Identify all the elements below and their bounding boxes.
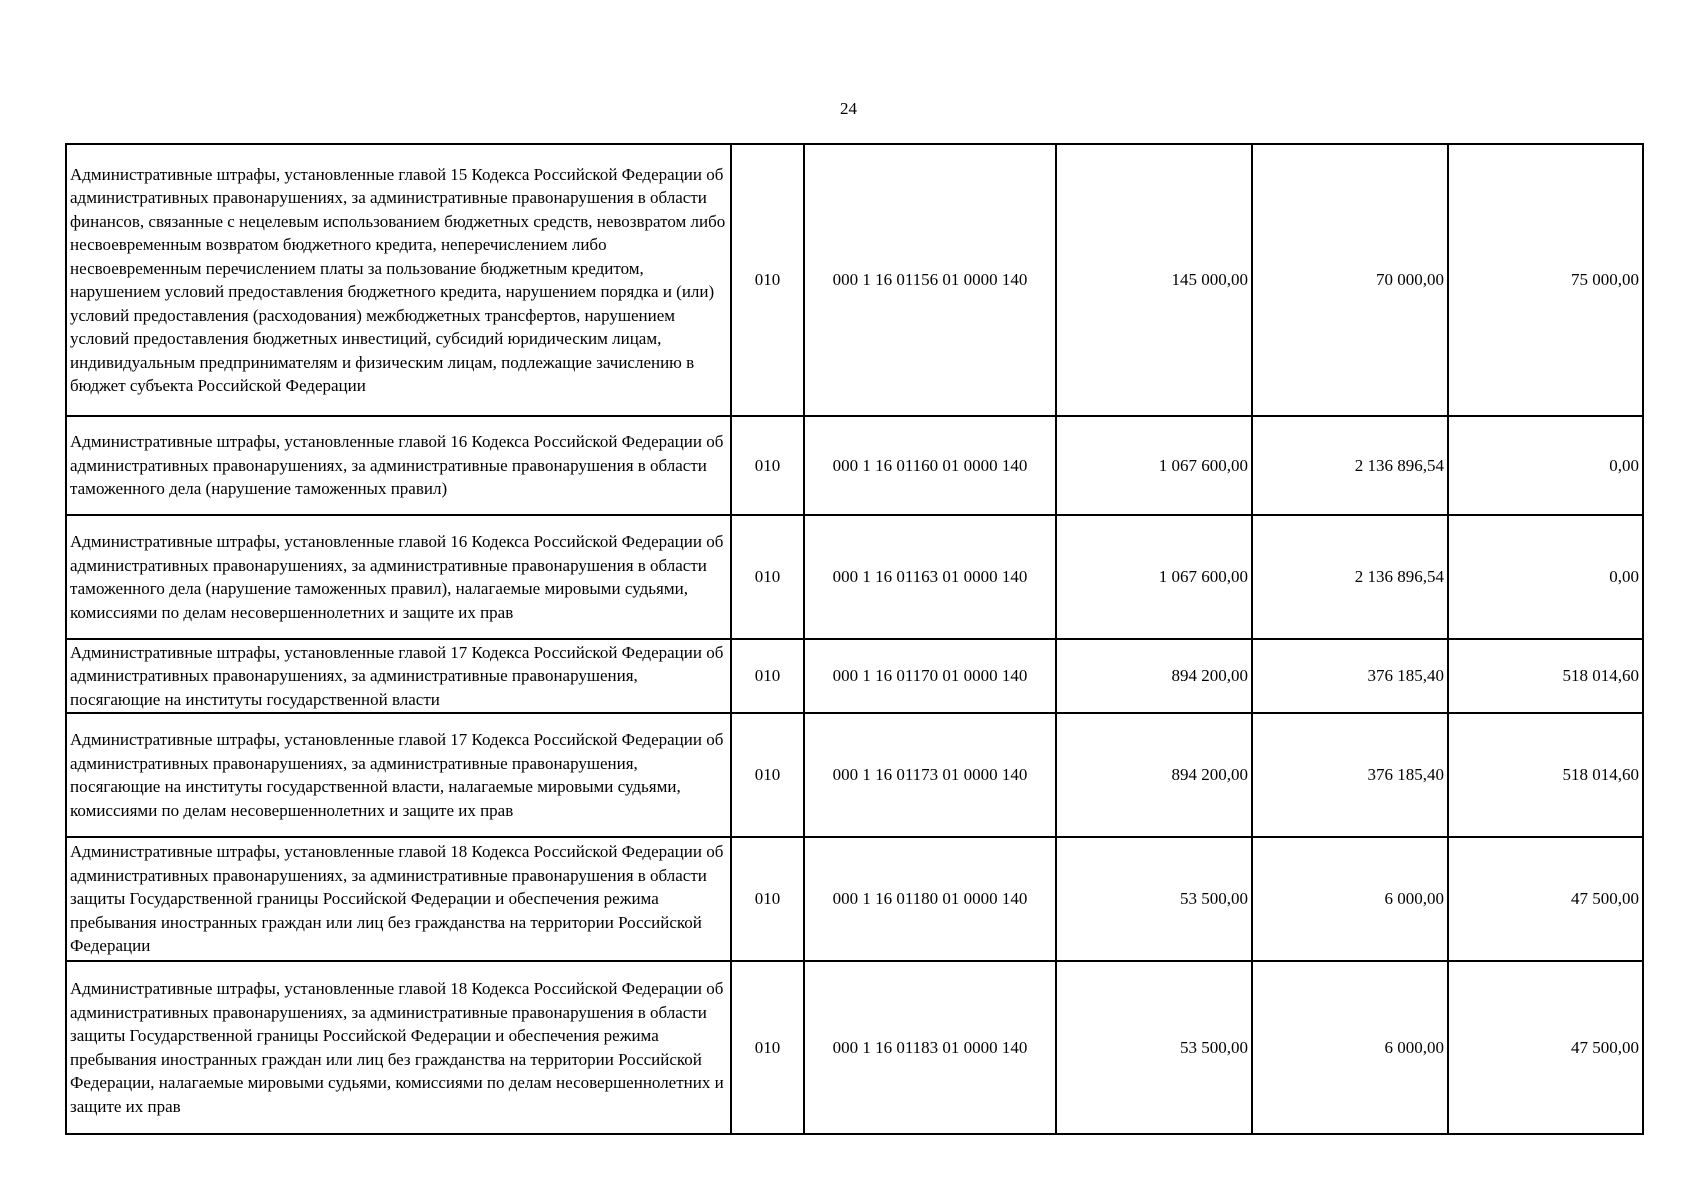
revenue-name-cell: Административные штрафы, установленные главой 15 Кодекса Российской Федерации об административных правонарушениях, за административные правонарушения в области финансов, связанные с нецелевым использованием бюджетных средств, невозвратом либо несвоевременным возвратом бюджетного кредита, неперечислением либо несвоевременным перечислением платы за пользование бюджетным кредитом, нарушением условий предоставления бюджетного кредита, нарушением порядка и (или) условий предоставления (расходования) межбюджетных трансфертов, нарушением условий предоставления бюджетных инвестиций, субсидий юридическим лицам, индивидуальным предпринимателям и физическим лицам, подлежащие зачислению в бюджет субъекта Российской Федерации xyxy=(66,144,731,416)
admin-code-cell: 010 xyxy=(731,416,804,515)
plan-amount-cell: 1 067 600,00 xyxy=(1056,416,1252,515)
admin-code-cell: 010 xyxy=(731,961,804,1134)
budget-code-cell: 000 1 16 01180 01 0000 140 xyxy=(804,837,1056,961)
remainder-amount-cell: 0,00 xyxy=(1448,515,1643,639)
budget-code-cell: 000 1 16 01163 01 0000 140 xyxy=(804,515,1056,639)
executed-amount-cell: 2 136 896,54 xyxy=(1252,515,1448,639)
budget-code-cell: 000 1 16 01160 01 0000 140 xyxy=(804,416,1056,515)
plan-amount-cell: 53 500,00 xyxy=(1056,837,1252,961)
admin-code-cell: 010 xyxy=(731,639,804,713)
executed-amount-cell: 6 000,00 xyxy=(1252,837,1448,961)
budget-code-cell: 000 1 16 01183 01 0000 140 xyxy=(804,961,1056,1134)
table-row xyxy=(66,961,1643,1134)
table-row xyxy=(66,713,1643,837)
plan-amount-cell: 894 200,00 xyxy=(1056,713,1252,837)
revenue-name-cell: Административные штрафы, установленные главой 17 Кодекса Российской Федерации об административных правонарушениях, за административные правонарушения, посягающие на институты государственной власти xyxy=(66,639,731,713)
plan-amount-cell: 894 200,00 xyxy=(1056,639,1252,713)
budget-code-cell: 000 1 16 01156 01 0000 140 xyxy=(804,144,1056,416)
table-row xyxy=(66,639,1643,713)
admin-code-cell: 010 xyxy=(731,837,804,961)
executed-amount-cell: 2 136 896,54 xyxy=(1252,416,1448,515)
executed-amount-cell: 6 000,00 xyxy=(1252,961,1448,1134)
remainder-amount-cell: 75 000,00 xyxy=(1448,144,1643,416)
remainder-amount-cell: 0,00 xyxy=(1448,416,1643,515)
table-row xyxy=(66,515,1643,639)
remainder-amount-cell: 518 014,60 xyxy=(1448,713,1643,837)
budget-code-cell: 000 1 16 01173 01 0000 140 xyxy=(804,713,1056,837)
table-row xyxy=(66,144,1643,416)
remainder-amount-cell: 47 500,00 xyxy=(1448,837,1643,961)
revenue-name-cell: Административные штрафы, установленные главой 18 Кодекса Российской Федерации об административных правонарушениях, за административные правонарушения в области защиты Государственной границы Российской Федерации и обеспечения режима пребывания иностранных граждан или лиц без гражданства на территории Российской Федерации, налагаемые мировыми судьями, комиссиями по делам несовершеннолетних и защите их прав xyxy=(66,961,731,1134)
executed-amount-cell: 70 000,00 xyxy=(1252,144,1448,416)
remainder-amount-cell: 47 500,00 xyxy=(1448,961,1643,1134)
revenue-name-cell: Административные штрафы, установленные главой 16 Кодекса Российской Федерации об административных правонарушениях, за административные правонарушения в области таможенного дела (нарушение таможенных правил), налагаемые мировыми судьями, комиссиями по делам несовершеннолетних и защите их прав xyxy=(66,515,731,639)
revenue-name-cell: Административные штрафы, установленные главой 17 Кодекса Российской Федерации об административных правонарушениях, за административные правонарушения, посягающие на институты государственной власти, налагаемые мировыми судьями, комиссиями по делам несовершеннолетних и защите их прав xyxy=(66,713,731,837)
table-row xyxy=(66,837,1643,961)
plan-amount-cell: 145 000,00 xyxy=(1056,144,1252,416)
admin-code-cell: 010 xyxy=(731,515,804,639)
plan-amount-cell: 1 067 600,00 xyxy=(1056,515,1252,639)
executed-amount-cell: 376 185,40 xyxy=(1252,639,1448,713)
admin-code-cell: 010 xyxy=(731,713,804,837)
table-row xyxy=(66,416,1643,515)
budget-code-cell: 000 1 16 01170 01 0000 140 xyxy=(804,639,1056,713)
revenue-table xyxy=(65,143,1644,1135)
plan-amount-cell: 53 500,00 xyxy=(1056,961,1252,1134)
remainder-amount-cell: 518 014,60 xyxy=(1448,639,1643,713)
admin-code-cell: 010 xyxy=(731,144,804,416)
revenue-name-cell: Административные штрафы, установленные главой 18 Кодекса Российской Федерации об административных правонарушениях, за административные правонарушения в области защиты Государственной границы Российской Федерации и обеспечения режима пребывания иностранных граждан или лиц без гражданства на территории Российской Федерации xyxy=(66,837,731,961)
revenue-name-cell: Административные штрафы, установленные главой 16 Кодекса Российской Федерации об административных правонарушениях, за административные правонарушения в области таможенного дела (нарушение таможенных правил) xyxy=(66,416,731,515)
page-number: 24 xyxy=(840,99,857,118)
executed-amount-cell: 376 185,40 xyxy=(1252,713,1448,837)
